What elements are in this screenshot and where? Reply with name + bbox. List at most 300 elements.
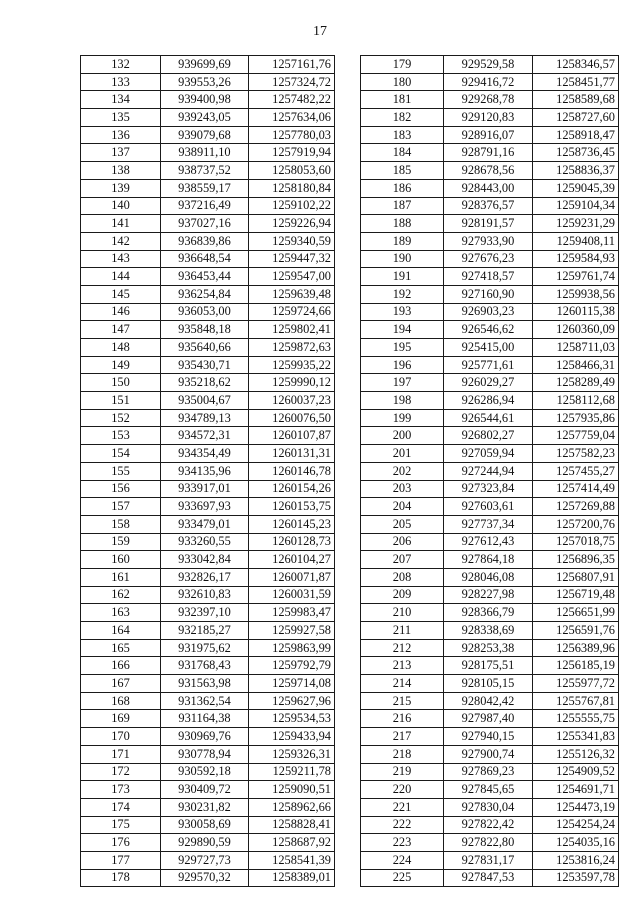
point-number: 147 (81, 321, 161, 339)
point-number: 153 (81, 427, 161, 445)
y-coordinate: 1253816,24 (533, 851, 619, 869)
y-coordinate: 1254473,19 (533, 798, 619, 816)
point-number: 179 (361, 56, 444, 74)
table-row (81, 622, 335, 640)
x-coordinate: 938911,10 (161, 144, 249, 162)
y-coordinate: 1257200,76 (533, 515, 619, 533)
y-coordinate: 1260115,38 (533, 303, 619, 321)
x-coordinate: 939699,69 (161, 56, 249, 74)
y-coordinate: 1259724,66 (249, 303, 335, 321)
x-coordinate: 927845,65 (444, 781, 533, 799)
x-coordinate: 927676,23 (444, 250, 533, 268)
point-number: 166 (81, 657, 161, 675)
table-row (361, 392, 619, 410)
x-coordinate: 926029,27 (444, 374, 533, 392)
table-row (361, 533, 619, 551)
point-number: 213 (361, 657, 444, 675)
x-coordinate: 934789,13 (161, 409, 249, 427)
point-number: 201 (361, 445, 444, 463)
y-coordinate: 1257582,23 (533, 445, 619, 463)
point-number: 223 (361, 834, 444, 852)
table-row (81, 869, 335, 887)
y-coordinate: 1259802,41 (249, 321, 335, 339)
point-number: 163 (81, 604, 161, 622)
table-row (361, 162, 619, 180)
x-coordinate: 937027,16 (161, 215, 249, 233)
y-coordinate: 1259714,08 (249, 675, 335, 693)
x-coordinate: 925415,00 (444, 339, 533, 357)
point-number: 187 (361, 197, 444, 215)
y-coordinate: 1259792,79 (249, 657, 335, 675)
table-row (81, 533, 335, 551)
x-coordinate: 931563,98 (161, 675, 249, 693)
point-number: 202 (361, 462, 444, 480)
table-row (361, 568, 619, 586)
table-row (81, 162, 335, 180)
table-row (361, 303, 619, 321)
table-row (81, 462, 335, 480)
point-number: 138 (81, 162, 161, 180)
table-row (81, 816, 335, 834)
table-row (81, 551, 335, 569)
point-number: 182 (361, 109, 444, 127)
x-coordinate: 928338,69 (444, 622, 533, 640)
y-coordinate: 1254909,52 (533, 763, 619, 781)
table-row (361, 374, 619, 392)
x-coordinate: 927822,42 (444, 816, 533, 834)
x-coordinate: 938737,52 (161, 162, 249, 180)
point-number: 156 (81, 480, 161, 498)
table-row (361, 109, 619, 127)
table-row (81, 285, 335, 303)
y-coordinate: 1259408,11 (533, 232, 619, 250)
x-coordinate: 933042,84 (161, 551, 249, 569)
point-number: 157 (81, 498, 161, 516)
x-coordinate: 926546,62 (444, 321, 533, 339)
x-coordinate: 931975,62 (161, 639, 249, 657)
y-coordinate: 1260107,87 (249, 427, 335, 445)
y-coordinate: 1256719,48 (533, 586, 619, 604)
x-coordinate: 926802,27 (444, 427, 533, 445)
point-number: 214 (361, 675, 444, 693)
point-number: 200 (361, 427, 444, 445)
y-coordinate: 1254254,24 (533, 816, 619, 834)
point-number: 164 (81, 622, 161, 640)
table-row (361, 356, 619, 374)
table-row (81, 339, 335, 357)
point-number: 175 (81, 816, 161, 834)
point-number: 199 (361, 409, 444, 427)
y-coordinate: 1255126,32 (533, 745, 619, 763)
y-coordinate: 1260071,87 (249, 568, 335, 586)
y-coordinate: 1259927,58 (249, 622, 335, 640)
x-coordinate: 928366,79 (444, 604, 533, 622)
coordinates-table-right (360, 55, 619, 887)
y-coordinate: 1260128,73 (249, 533, 335, 551)
y-coordinate: 1255977,72 (533, 675, 619, 693)
y-coordinate: 1256185,19 (533, 657, 619, 675)
y-coordinate: 1258687,92 (249, 834, 335, 852)
point-number: 158 (81, 515, 161, 533)
point-number: 174 (81, 798, 161, 816)
y-coordinate: 1259104,34 (533, 197, 619, 215)
y-coordinate: 1257780,03 (249, 126, 335, 144)
x-coordinate: 931164,38 (161, 710, 249, 728)
x-coordinate: 927933,90 (444, 232, 533, 250)
x-coordinate: 930592,18 (161, 763, 249, 781)
table-row (361, 427, 619, 445)
point-number: 170 (81, 728, 161, 746)
table-row (361, 91, 619, 109)
x-coordinate: 927900,74 (444, 745, 533, 763)
table-row (81, 692, 335, 710)
y-coordinate: 1256896,35 (533, 551, 619, 569)
table-row (81, 763, 335, 781)
point-number: 221 (361, 798, 444, 816)
y-coordinate: 1259534,53 (249, 710, 335, 728)
y-coordinate: 1257919,94 (249, 144, 335, 162)
point-number: 141 (81, 215, 161, 233)
x-coordinate: 927323,84 (444, 480, 533, 498)
table-row (81, 56, 335, 74)
table-row (81, 445, 335, 463)
x-coordinate: 929268,78 (444, 91, 533, 109)
table-row (81, 657, 335, 675)
point-number: 137 (81, 144, 161, 162)
point-number: 217 (361, 728, 444, 746)
point-number: 154 (81, 445, 161, 463)
y-coordinate: 1259340,59 (249, 232, 335, 250)
point-number: 134 (81, 91, 161, 109)
table-row (81, 392, 335, 410)
point-number: 136 (81, 126, 161, 144)
y-coordinate: 1257935,86 (533, 409, 619, 427)
table-row (81, 197, 335, 215)
point-number: 205 (361, 515, 444, 533)
point-number: 143 (81, 250, 161, 268)
x-coordinate: 939400,98 (161, 91, 249, 109)
table-row (81, 109, 335, 127)
table-row (81, 250, 335, 268)
point-number: 183 (361, 126, 444, 144)
x-coordinate: 930058,69 (161, 816, 249, 834)
point-number: 145 (81, 285, 161, 303)
y-coordinate: 1259447,32 (249, 250, 335, 268)
x-coordinate: 936839,86 (161, 232, 249, 250)
y-coordinate: 1258836,37 (533, 162, 619, 180)
point-number: 132 (81, 56, 161, 74)
point-number: 186 (361, 179, 444, 197)
x-coordinate: 929570,32 (161, 869, 249, 887)
x-coordinate: 932397,10 (161, 604, 249, 622)
x-coordinate: 937216,49 (161, 197, 249, 215)
point-number: 168 (81, 692, 161, 710)
x-coordinate: 930409,72 (161, 781, 249, 799)
point-number: 176 (81, 834, 161, 852)
coordinates-table-left (80, 55, 335, 887)
table-row (361, 179, 619, 197)
y-coordinate: 1260104,27 (249, 551, 335, 569)
x-coordinate: 931768,43 (161, 657, 249, 675)
y-coordinate: 1259872,63 (249, 339, 335, 357)
table-row (361, 268, 619, 286)
table-row (81, 515, 335, 533)
x-coordinate: 933260,55 (161, 533, 249, 551)
point-number: 211 (361, 622, 444, 640)
x-coordinate: 927847,53 (444, 869, 533, 887)
table-row (81, 179, 335, 197)
table-row (361, 622, 619, 640)
table-row (361, 515, 619, 533)
y-coordinate: 1258466,31 (533, 356, 619, 374)
point-number: 165 (81, 639, 161, 657)
y-coordinate: 1258711,03 (533, 339, 619, 357)
point-number: 208 (361, 568, 444, 586)
y-coordinate: 1260076,50 (249, 409, 335, 427)
x-coordinate: 929727,73 (161, 851, 249, 869)
point-number: 150 (81, 374, 161, 392)
table-row (81, 232, 335, 250)
x-coordinate: 930231,82 (161, 798, 249, 816)
x-coordinate: 928175,51 (444, 657, 533, 675)
point-number: 181 (361, 91, 444, 109)
table-row (361, 462, 619, 480)
table-row (361, 798, 619, 816)
table-row (81, 675, 335, 693)
point-number: 155 (81, 462, 161, 480)
point-number: 180 (361, 73, 444, 91)
table-row (361, 586, 619, 604)
table-row (81, 144, 335, 162)
x-coordinate: 930778,94 (161, 745, 249, 763)
x-coordinate: 925771,61 (444, 356, 533, 374)
x-coordinate: 927603,61 (444, 498, 533, 516)
y-coordinate: 1259226,94 (249, 215, 335, 233)
point-number: 209 (361, 586, 444, 604)
y-coordinate: 1257018,75 (533, 533, 619, 551)
table-row (361, 604, 619, 622)
table-row (81, 798, 335, 816)
x-coordinate: 932610,83 (161, 586, 249, 604)
y-coordinate: 1260146,78 (249, 462, 335, 480)
point-number: 206 (361, 533, 444, 551)
point-number: 218 (361, 745, 444, 763)
point-number: 160 (81, 551, 161, 569)
x-coordinate: 927869,23 (444, 763, 533, 781)
x-coordinate: 928678,56 (444, 162, 533, 180)
x-coordinate: 927160,90 (444, 285, 533, 303)
point-number: 151 (81, 392, 161, 410)
table-row (361, 197, 619, 215)
y-coordinate: 1255767,81 (533, 692, 619, 710)
y-coordinate: 1257269,88 (533, 498, 619, 516)
x-coordinate: 928916,07 (444, 126, 533, 144)
y-coordinate: 1259761,74 (533, 268, 619, 286)
point-number: 204 (361, 498, 444, 516)
x-coordinate: 928046,08 (444, 568, 533, 586)
table-row (81, 851, 335, 869)
y-coordinate: 1254035,16 (533, 834, 619, 852)
y-coordinate: 1259326,31 (249, 745, 335, 763)
x-coordinate: 926544,61 (444, 409, 533, 427)
y-coordinate: 1259433,94 (249, 728, 335, 746)
table-row (81, 568, 335, 586)
y-coordinate: 1258828,41 (249, 816, 335, 834)
table-row (81, 498, 335, 516)
y-coordinate: 1258962,66 (249, 798, 335, 816)
point-number: 146 (81, 303, 161, 321)
y-coordinate: 1258736,45 (533, 144, 619, 162)
y-coordinate: 1254691,71 (533, 781, 619, 799)
table-row (361, 126, 619, 144)
point-number: 173 (81, 781, 161, 799)
x-coordinate: 934354,49 (161, 445, 249, 463)
y-coordinate: 1260145,23 (249, 515, 335, 533)
table-row (361, 639, 619, 657)
table-row (361, 250, 619, 268)
table-row (81, 409, 335, 427)
y-coordinate: 1260031,59 (249, 586, 335, 604)
x-coordinate: 935430,71 (161, 356, 249, 374)
x-coordinate: 935004,67 (161, 392, 249, 410)
point-number: 225 (361, 869, 444, 887)
point-number: 152 (81, 409, 161, 427)
table-row (81, 586, 335, 604)
point-number: 185 (361, 162, 444, 180)
y-coordinate: 1258541,39 (249, 851, 335, 869)
table-row (81, 728, 335, 746)
y-coordinate: 1258112,68 (533, 392, 619, 410)
y-coordinate: 1257161,76 (249, 56, 335, 74)
point-number: 194 (361, 321, 444, 339)
point-number: 220 (361, 781, 444, 799)
table-row (81, 604, 335, 622)
table-row (81, 215, 335, 233)
point-number: 212 (361, 639, 444, 657)
table-row (361, 816, 619, 834)
x-coordinate: 933479,01 (161, 515, 249, 533)
page-number: 17 (313, 24, 327, 39)
y-coordinate: 1256807,91 (533, 568, 619, 586)
table-row (361, 692, 619, 710)
y-coordinate: 1258589,68 (533, 91, 619, 109)
x-coordinate: 932185,27 (161, 622, 249, 640)
y-coordinate: 1255341,83 (533, 728, 619, 746)
y-coordinate: 1259547,00 (249, 268, 335, 286)
y-coordinate: 1259983,47 (249, 604, 335, 622)
y-coordinate: 1259102,22 (249, 197, 335, 215)
y-coordinate: 1257414,49 (533, 480, 619, 498)
y-coordinate: 1256651,99 (533, 604, 619, 622)
point-number: 133 (81, 73, 161, 91)
point-number: 162 (81, 586, 161, 604)
y-coordinate: 1258918,47 (533, 126, 619, 144)
table-row (81, 710, 335, 728)
table-row (81, 639, 335, 657)
point-number: 196 (361, 356, 444, 374)
x-coordinate: 927737,34 (444, 515, 533, 533)
table-row (361, 56, 619, 74)
y-coordinate: 1260131,31 (249, 445, 335, 463)
y-coordinate: 1260037,23 (249, 392, 335, 410)
y-coordinate: 1260153,75 (249, 498, 335, 516)
point-number: 189 (361, 232, 444, 250)
x-coordinate: 933917,01 (161, 480, 249, 498)
y-coordinate: 1259627,96 (249, 692, 335, 710)
y-coordinate: 1260360,09 (533, 321, 619, 339)
x-coordinate: 933697,93 (161, 498, 249, 516)
y-coordinate: 1258389,01 (249, 869, 335, 887)
point-number: 198 (361, 392, 444, 410)
x-coordinate: 928253,38 (444, 639, 533, 657)
y-coordinate: 1258346,57 (533, 56, 619, 74)
x-coordinate: 928227,98 (444, 586, 533, 604)
x-coordinate: 927830,04 (444, 798, 533, 816)
x-coordinate: 926286,94 (444, 392, 533, 410)
point-number: 215 (361, 692, 444, 710)
y-coordinate: 1260154,26 (249, 480, 335, 498)
x-coordinate: 928105,15 (444, 675, 533, 693)
table-row (81, 73, 335, 91)
x-coordinate: 928376,57 (444, 197, 533, 215)
point-number: 195 (361, 339, 444, 357)
table-row (361, 657, 619, 675)
x-coordinate: 930969,76 (161, 728, 249, 746)
x-coordinate: 939079,68 (161, 126, 249, 144)
point-number: 171 (81, 745, 161, 763)
x-coordinate: 929120,83 (444, 109, 533, 127)
x-coordinate: 935218,62 (161, 374, 249, 392)
table-row (81, 91, 335, 109)
y-coordinate: 1258180,84 (249, 179, 335, 197)
point-number: 222 (361, 816, 444, 834)
point-number: 142 (81, 232, 161, 250)
table-row (361, 480, 619, 498)
point-number: 167 (81, 675, 161, 693)
point-number: 188 (361, 215, 444, 233)
table-row (361, 710, 619, 728)
table-row (81, 321, 335, 339)
point-number: 159 (81, 533, 161, 551)
y-coordinate: 1258727,60 (533, 109, 619, 127)
point-number: 190 (361, 250, 444, 268)
x-coordinate: 936254,84 (161, 285, 249, 303)
point-number: 172 (81, 763, 161, 781)
point-number: 178 (81, 869, 161, 887)
y-coordinate: 1257455,27 (533, 462, 619, 480)
point-number: 192 (361, 285, 444, 303)
y-coordinate: 1256389,96 (533, 639, 619, 657)
x-coordinate: 927987,40 (444, 710, 533, 728)
y-coordinate: 1259584,93 (533, 250, 619, 268)
table-row (361, 498, 619, 516)
table-row (81, 303, 335, 321)
point-number: 197 (361, 374, 444, 392)
x-coordinate: 935640,66 (161, 339, 249, 357)
table-row (81, 480, 335, 498)
y-coordinate: 1259938,56 (533, 285, 619, 303)
x-coordinate: 929529,58 (444, 56, 533, 74)
point-number: 224 (361, 851, 444, 869)
x-coordinate: 927418,57 (444, 268, 533, 286)
table-row (361, 763, 619, 781)
point-number: 184 (361, 144, 444, 162)
y-coordinate: 1259231,29 (533, 215, 619, 233)
y-coordinate: 1257634,06 (249, 109, 335, 127)
x-coordinate: 927612,43 (444, 533, 533, 551)
table-row (361, 409, 619, 427)
table-row (361, 551, 619, 569)
